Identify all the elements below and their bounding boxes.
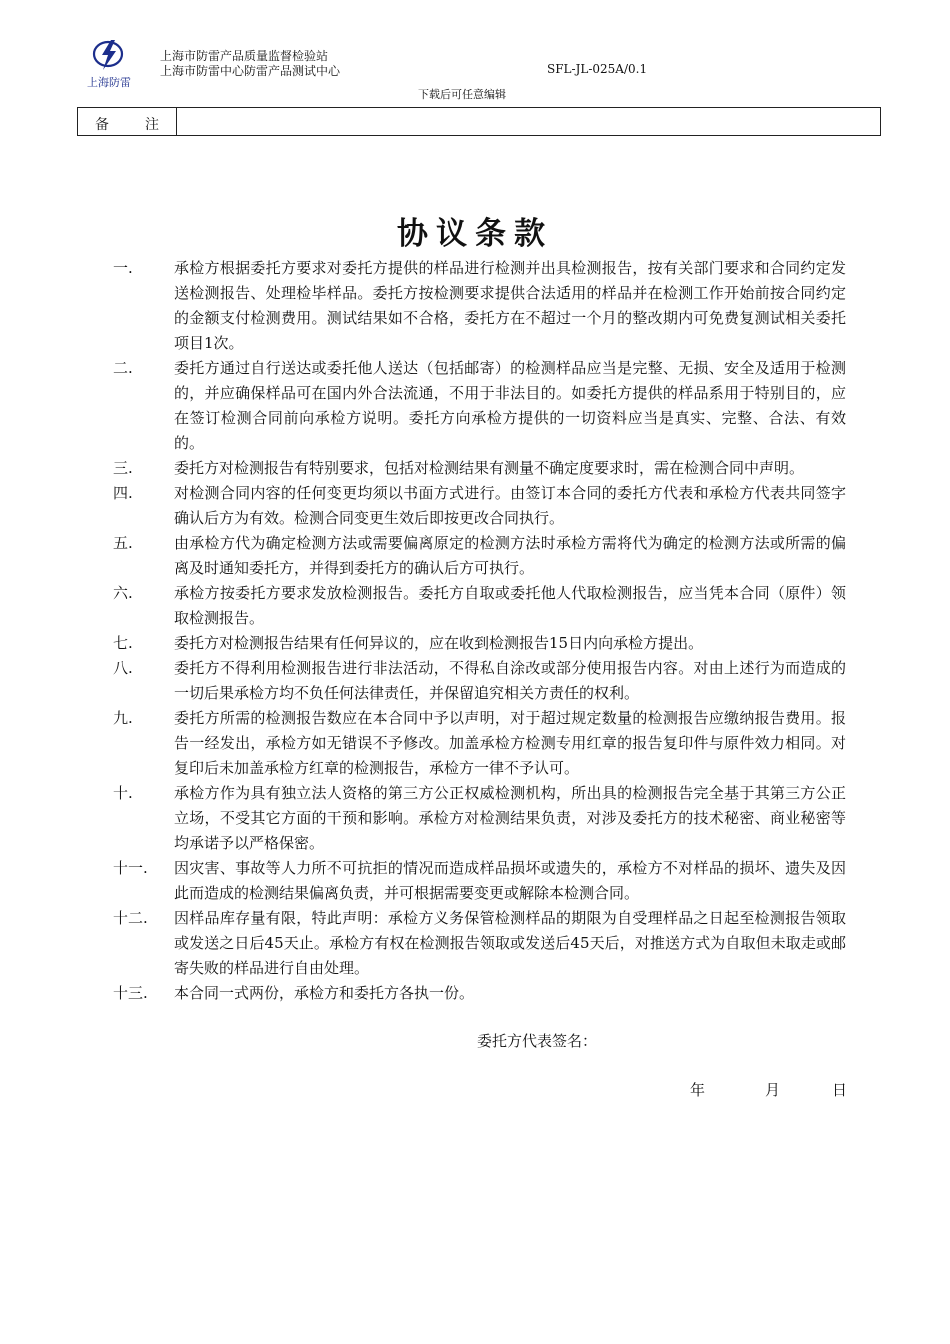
clause-4 [0, 481, 950, 531]
clause-number: 九. [113, 709, 133, 727]
clause-text: 委托方所需的检测报告数应在本合同中予以声明，对于超过规定数量的检测报告应缴纳报告费用。报告一经发出，承检方如无错误不予修改。加盖承检方检测专用红章的报告复印件与原件效力相同。对复印后未加盖承检方红章的检测报告，承检方一律不予认可。 [174, 709, 846, 777]
remarks-label-char-1: 备 [95, 117, 109, 133]
clause-5 [0, 531, 950, 581]
clause-text: 委托方对检测报告有特别要求，包括对检测结果有测量不确定度要求时，需在检测合同中声明。 [174, 459, 805, 477]
clause-2 [0, 356, 950, 456]
page-title: 协议条款 [397, 216, 553, 252]
clause-6 [0, 581, 950, 631]
clause-number: 十二. [113, 909, 148, 927]
edit-note: 下载后可任意编辑 [418, 88, 506, 101]
remarks-label-cell [78, 108, 177, 135]
clause-list [0, 256, 950, 1006]
logo [84, 38, 134, 90]
clause-number: 二. [113, 359, 133, 377]
clause-3 [0, 456, 950, 481]
clause-text: 委托方通过自行送达或委托他人送达（包括邮寄）的检测样品应当是完整、无损、安全及适用于检测的，并应确保样品可在国内外合法流通，不用于非法目的。如委托方提供的样品系用于特别目的，应在签订检测合同前向承检方说明。委托方向承检方提供的一切资料应当是真实、完整、合法、有效的。 [174, 359, 846, 452]
clause-number: 七. [113, 634, 133, 652]
organization-name-1: 上海市防雷产品质量监督检验站 [160, 49, 329, 63]
remarks-label-char-2: 注 [145, 117, 159, 133]
organization-name-2: 上海市防雷中心防雷产品测试中心 [160, 64, 341, 78]
clause-13 [0, 981, 950, 1006]
remarks-table [77, 107, 881, 136]
clause-12 [0, 906, 950, 981]
clause-text: 因样品库存量有限，特此声明：承检方义务保管检测样品的期限为自受理样品之日起至检测报告领取或发送之日后45天止。承检方有权在检测报告领取或发送后45天后，对推送方式为自取但未取走或邮寄失败的样品进行自由处理。 [174, 909, 846, 977]
clause-10 [0, 781, 950, 856]
clause-number: 十. [113, 784, 133, 802]
clause-number: 五. [113, 534, 133, 552]
clause-number: 十三. [113, 984, 148, 1002]
clause-7 [0, 631, 950, 656]
clause-text: 委托方对检测报告结果有任何异议的，应在收到检测报告15日内向承检方提出。 [174, 634, 704, 652]
clause-text: 本合同一式两份，承检方和委托方各执一份。 [174, 984, 475, 1002]
clause-8 [0, 656, 950, 706]
date-year: 年 [690, 1081, 706, 1099]
clause-text: 承检方根据委托方要求对委托方提供的样品进行检测并出具检测报告，按有关部门要求和合同约定发送检测报告、处理检毕样品。委托方按检测要求提供合法适用的样品并在检测工作开始前按合同约定的金额支付检测费用。测试结果如不合格，委托方在不超过一个月的整改期内可免费复测试相关委托项目1次。 [174, 259, 846, 352]
clause-text: 承检方作为具有独立法人资格的第三方公正权威检测机构，所出具的检测报告完全基于其第三方公正立场，不受其它方面的干预和影响。承检方对检测结果负责，对涉及委托方的技术秘密、商业秘密等均承诺予以严格保密。 [174, 784, 846, 852]
clause-9 [0, 706, 950, 781]
clause-1 [0, 256, 950, 356]
lightning-logo-icon [90, 38, 126, 72]
clause-text: 委托方不得利用检测报告进行非法活动，不得私自涂改或部分使用报告内容。对由上述行为而造成的一切后果承检方均不负任何法律责任，并保留追究相关方责任的权利。 [174, 659, 846, 702]
clause-text: 由承检方代为确定检测方法或需要偏离原定的检测方法时承检方需将代为确定的检测方法或所需的偏离及时通知委托方，并得到委托方的确认后方可执行。 [174, 534, 846, 577]
clause-text: 因灾害、事故等人力所不可抗拒的情况而造成样品损坏或遗失的，承检方不对样品的损坏、遗失及因此而造成的检测结果偏离负责，并可根据需要变更或解除本检测合同。 [174, 859, 846, 902]
clause-number: 八. [113, 659, 133, 677]
date-day: 日 [832, 1081, 848, 1099]
document-number: SFL-JL-025A/0.1 [547, 62, 648, 76]
clause-number: 四. [113, 484, 133, 502]
clause-text: 承检方按委托方要求发放检测报告。委托方自取或委托他人代取检测报告，应当凭本合同（原件）领取检测报告。 [174, 584, 846, 627]
clause-number: 一. [113, 259, 133, 277]
clause-number: 十一. [113, 859, 148, 877]
signature-label: 委托方代表签名： [477, 1032, 598, 1050]
clause-11 [0, 856, 950, 906]
clause-number: 六. [113, 584, 133, 602]
date-month: 月 [765, 1081, 781, 1099]
logo-text: 上海防雷 [87, 76, 131, 89]
clause-number: 三. [113, 459, 133, 477]
clause-text: 对检测合同内容的任何变更均须以书面方式进行。由签订本合同的委托方代表和承检方代表共同签字确认后方为有效。检测合同变更生效后即按更改合同执行。 [174, 484, 846, 527]
